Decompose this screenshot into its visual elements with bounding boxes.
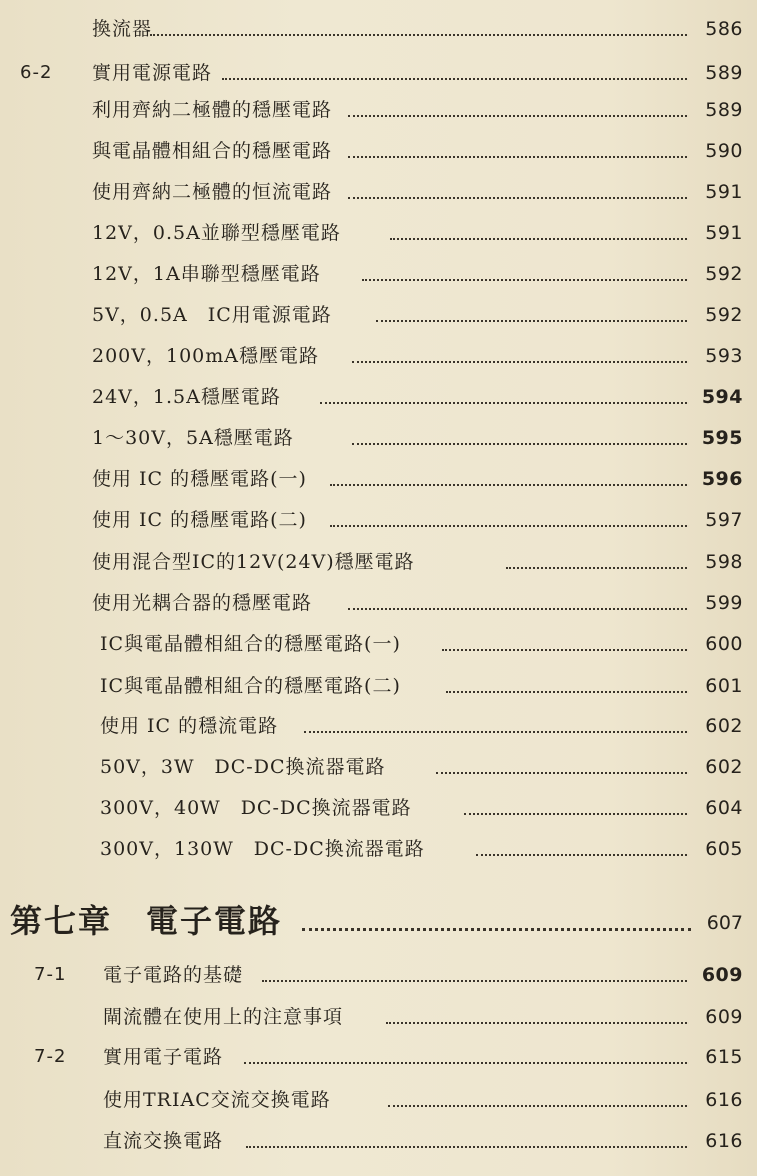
entry-title: 1～30V，5A穩壓電路: [92, 427, 294, 449]
entry-title: 利用齊納二極體的穩壓電路: [92, 99, 333, 121]
toc-entry: [0, 586, 757, 620]
dot-leader: [244, 1062, 687, 1064]
dot-leader: [330, 525, 687, 527]
toc-entry: [0, 380, 757, 414]
section-number: 7-2: [34, 1046, 67, 1067]
dot-leader: [376, 320, 687, 322]
section-number: 6-2: [20, 62, 53, 83]
dot-leader: [348, 197, 687, 199]
toc-section-entry: [0, 1040, 757, 1074]
page-number: 597: [705, 509, 743, 531]
dot-leader: [506, 567, 687, 569]
dot-leader: [222, 78, 687, 80]
entry-title: 換流器: [92, 18, 153, 40]
entry-title: 12V，0.5A並聯型穩壓電路: [92, 222, 341, 244]
toc-entry: [0, 1000, 757, 1034]
entry-title: IC與電晶體相組合的穩壓電路(一): [100, 633, 401, 655]
entry-title: 使用齊納二極體的恒流電路: [92, 181, 333, 203]
entry-title: 閘流體在使用上的注意事項: [103, 1006, 344, 1028]
page-number: 607: [706, 912, 743, 934]
entry-title: 實用電子電路: [103, 1046, 224, 1068]
entry-title: 與電晶體相組合的穩壓電路: [92, 140, 333, 162]
entry-title: 使用 IC 的穩壓電路(二): [92, 509, 307, 531]
page-number: 590: [705, 140, 743, 162]
dot-leader: [388, 1105, 687, 1107]
toc-entry: [0, 462, 757, 496]
page-number: 599: [705, 592, 743, 614]
dot-leader: [442, 649, 687, 651]
dot-leader: [390, 238, 687, 240]
dot-leader: [302, 928, 691, 931]
entry-title: 300V，40W DC-DC換流器電路: [100, 797, 412, 819]
entry-title: 使用光耦合器的穩壓電路: [92, 592, 313, 614]
entry-title: 24V，1.5A穩壓電路: [92, 386, 281, 408]
dot-leader: [476, 854, 687, 856]
toc-entry: [0, 1124, 757, 1158]
entry-title: 200V，100mA穩壓電路: [92, 345, 319, 367]
dot-leader: [348, 608, 687, 610]
dot-leader: [352, 443, 687, 445]
page-number: 609: [701, 964, 743, 986]
entry-title: 50V，3W DC-DC換流器電路: [100, 756, 386, 778]
page-number: 616: [705, 1089, 743, 1111]
toc-section-entry: [0, 958, 757, 992]
toc-entry: [0, 791, 757, 825]
page-number: 596: [701, 468, 743, 490]
entry-title: 使用 IC 的穩流電路: [100, 715, 279, 737]
entry-title: 實用電源電路: [92, 62, 213, 84]
entry-title: 5V，0.5A IC用電源電路: [92, 304, 332, 326]
page-number: 595: [701, 427, 743, 449]
page-number: 609: [705, 1006, 743, 1028]
dot-leader: [320, 402, 687, 404]
page-number: 605: [705, 838, 743, 860]
page-number: 598: [705, 551, 743, 573]
toc-entry: [0, 709, 757, 743]
entry-title: 300V，130W DC-DC換流器電路: [100, 838, 425, 860]
section-number: 7-1: [34, 964, 67, 985]
dot-leader: [436, 772, 687, 774]
page-number: 602: [705, 756, 743, 778]
toc-entry: [0, 750, 757, 784]
toc-entry: [0, 12, 757, 46]
toc-entry: [0, 134, 757, 168]
entry-title: 使用混合型IC的12V(24V)穩壓電路: [92, 551, 415, 573]
chapter-heading: [0, 896, 757, 946]
toc-entry: [0, 503, 757, 537]
page-number: 604: [705, 797, 743, 819]
dot-leader: [362, 279, 687, 281]
toc-entry: [0, 545, 757, 579]
entry-title: IC與電晶體相組合的穩壓電路(二): [100, 675, 401, 697]
page-number: 592: [705, 263, 743, 285]
dot-leader: [446, 691, 687, 693]
toc-entry: [0, 298, 757, 332]
page-number: 594: [701, 386, 743, 408]
toc-entry: [0, 339, 757, 373]
entry-title: 12V，1A串聯型穩壓電路: [92, 263, 321, 285]
page-number: 589: [705, 62, 743, 84]
dot-leader: [304, 731, 687, 733]
entry-title: 使用 IC 的穩壓電路(一): [92, 468, 307, 490]
toc-entry: [0, 216, 757, 250]
dot-leader: [352, 361, 687, 363]
page-number: 600: [705, 633, 743, 655]
dot-leader: [348, 115, 687, 117]
page-number: 589: [705, 99, 743, 121]
page-number: 615: [705, 1046, 743, 1068]
toc-entry: [0, 175, 757, 209]
page-number: 592: [705, 304, 743, 326]
toc-entry: [0, 257, 757, 291]
dot-leader: [348, 156, 687, 158]
page-number: 593: [705, 345, 743, 367]
page-number: 601: [705, 675, 743, 697]
toc-entry: [0, 93, 757, 127]
page-number: 586: [705, 18, 743, 40]
dot-leader: [464, 813, 687, 815]
page-number: 616: [705, 1130, 743, 1152]
chapter-title: 第七章 電子電路: [10, 902, 283, 940]
dot-leader: [150, 34, 687, 36]
toc-entry: [0, 627, 757, 661]
entry-title: 直流交換電路: [103, 1130, 224, 1152]
toc-section-entry: [0, 56, 757, 90]
dot-leader: [246, 1146, 687, 1148]
toc-entry: [0, 832, 757, 866]
dot-leader: [330, 484, 687, 486]
entry-title: 使用TRIAC交流交換電路: [103, 1089, 331, 1111]
toc-entry: [0, 669, 757, 703]
page-number: 602: [705, 715, 743, 737]
page-number: 591: [705, 222, 743, 244]
dot-leader: [386, 1022, 687, 1024]
toc-entry: [0, 1083, 757, 1117]
entry-title: 電子電路的基礎: [103, 964, 244, 986]
dot-leader: [262, 980, 687, 982]
toc-entry: [0, 421, 757, 455]
page-number: 591: [705, 181, 743, 203]
